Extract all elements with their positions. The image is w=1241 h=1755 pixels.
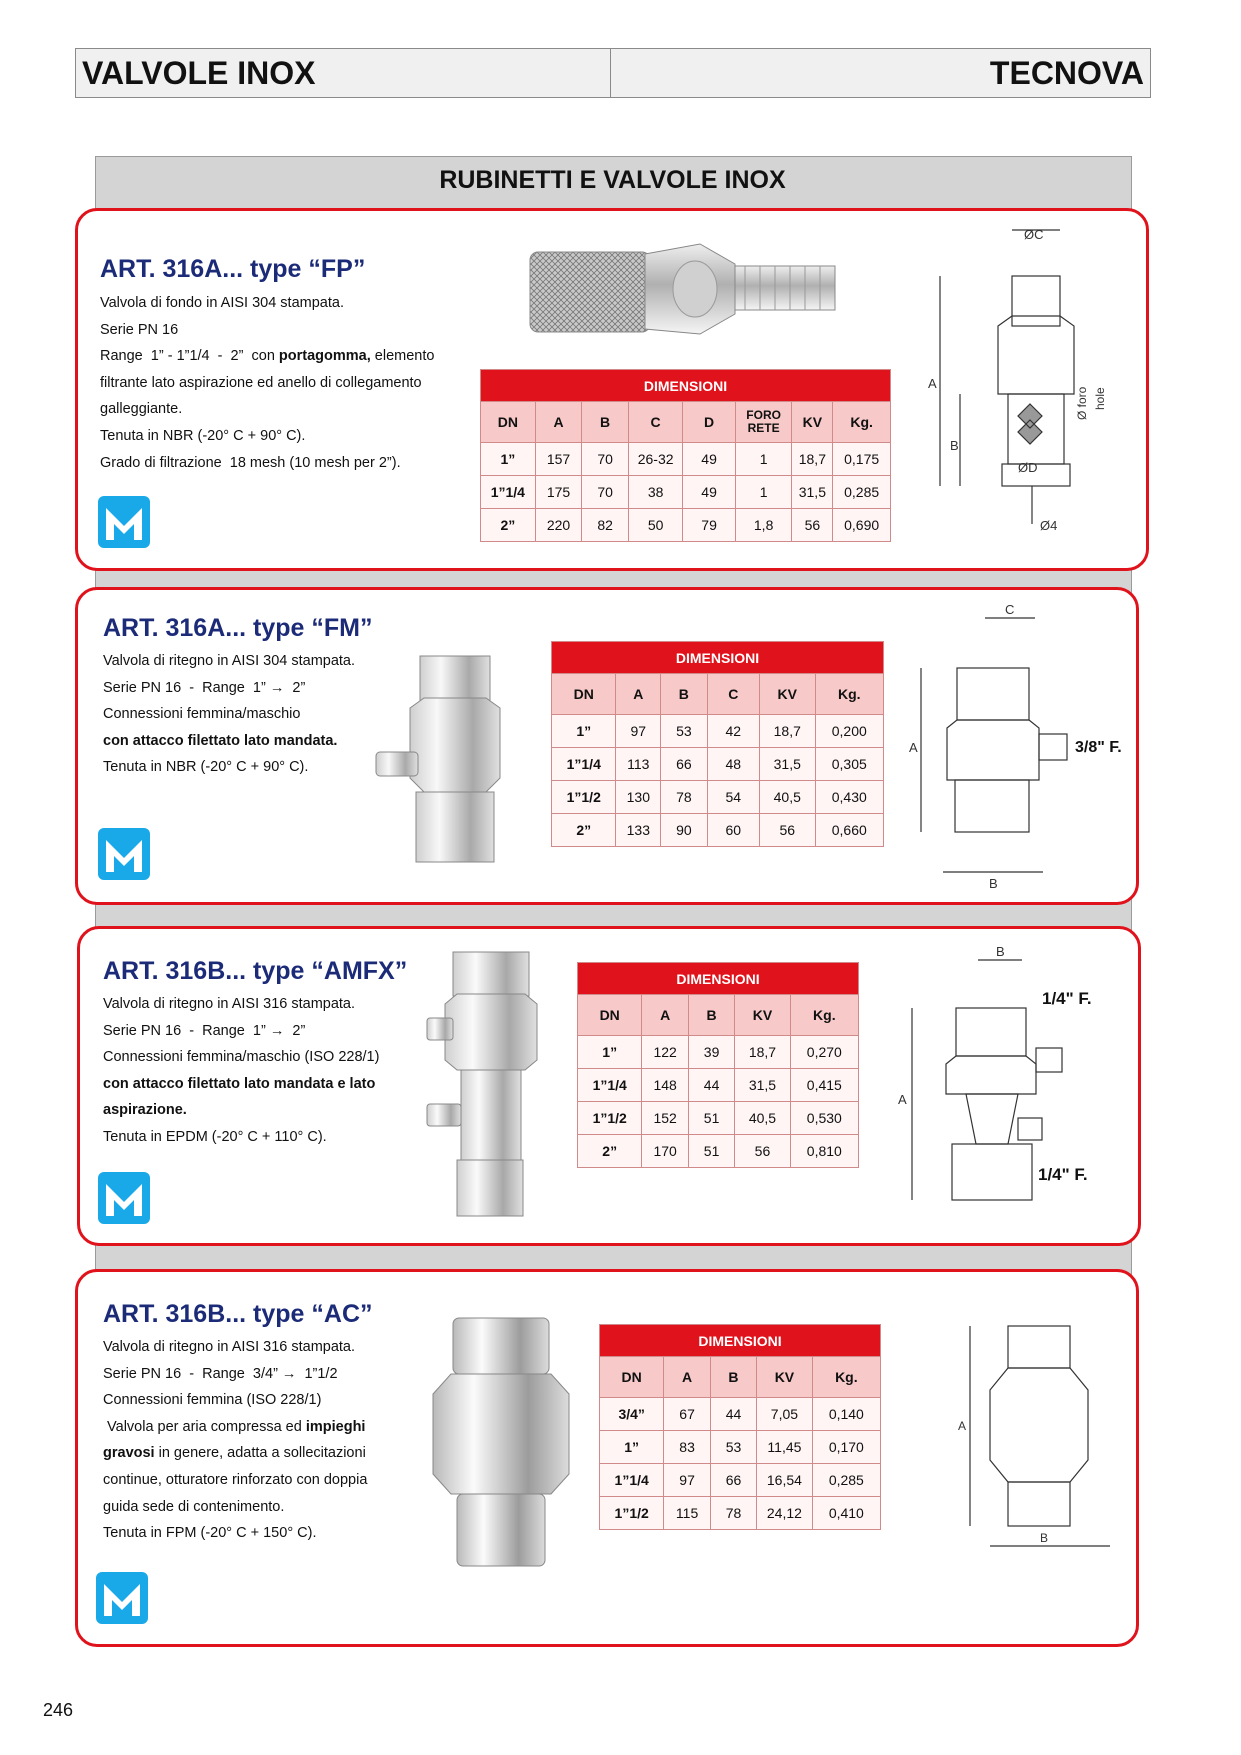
- column-header: KV: [759, 674, 815, 715]
- dimensions-table-fm: [551, 641, 884, 847]
- product-title: ART. 316B... type “AC”: [103, 1300, 373, 1328]
- table-cell: 18,7: [759, 715, 815, 748]
- dim-label: B: [996, 944, 1005, 959]
- brand-logo-icon: [98, 1172, 150, 1224]
- table-row: [552, 715, 884, 748]
- table-cell: 0,285: [833, 476, 891, 509]
- table-cell: 51: [688, 1135, 734, 1168]
- brand-logo-icon: [96, 1572, 148, 1624]
- column-header: B: [688, 995, 734, 1036]
- product-photo-ac: [423, 1314, 579, 1570]
- dim-label: Ø4: [1040, 518, 1058, 533]
- product-description: Valvola di ritegno in AISI 304 stampata. Serie PN 16 - Range 1” → 2” Connessioni femmina/maschio con attacco filettato lato mandata. Tenuta in NBR (-20° C + 90° C).: [103, 653, 356, 776]
- table-cell: 49: [683, 443, 735, 476]
- table-cell: 220: [535, 509, 582, 542]
- column-header: DN: [600, 1357, 664, 1398]
- section-title: RUBINETTI E VALVOLE INOX: [439, 166, 786, 194]
- dim-label: A: [958, 1419, 967, 1433]
- column-header: Kg.: [790, 995, 858, 1036]
- table-cell: 1”1/4: [578, 1069, 642, 1102]
- column-header: A: [616, 674, 661, 715]
- column-header: B: [582, 402, 629, 443]
- table-row: [600, 1464, 881, 1497]
- table-cell: 18,7: [735, 1036, 790, 1069]
- page-number: 246: [43, 1700, 74, 1720]
- column-header: DN: [481, 402, 536, 443]
- table-cell: 97: [664, 1464, 710, 1497]
- technical-drawing-fm: [905, 604, 1130, 894]
- table-cell: 2”: [578, 1135, 642, 1168]
- column-header: [735, 402, 792, 443]
- table-cell: 54: [707, 781, 759, 814]
- column-header: KV: [735, 995, 790, 1036]
- table-cell: 0,530: [790, 1102, 858, 1135]
- product-photo-fp: [525, 234, 855, 344]
- table-cell: 67: [664, 1398, 710, 1431]
- column-header: C: [628, 402, 682, 443]
- table-row: [600, 1398, 881, 1431]
- dim-label: Ø foro: [1075, 386, 1089, 420]
- technical-drawing-fp: [920, 224, 1130, 544]
- dim-label: B: [1040, 1531, 1049, 1545]
- table-row: [578, 1102, 859, 1135]
- table-cell: 0,690: [833, 509, 891, 542]
- dim-label: B: [950, 438, 959, 453]
- table-cell: 0,200: [815, 715, 883, 748]
- table-cell: 0,285: [812, 1464, 880, 1497]
- table-cell: 56: [792, 509, 833, 542]
- table-caption: DIMENSIONI: [600, 1325, 881, 1357]
- table-cell: 42: [707, 715, 759, 748]
- table-cell: 0,305: [815, 748, 883, 781]
- table-cell: 0,170: [812, 1431, 880, 1464]
- dim-label: A: [898, 1092, 907, 1107]
- table-cell: 130: [616, 781, 661, 814]
- product-title: ART. 316A... type “FM”: [103, 614, 373, 642]
- table-cell: 0,270: [790, 1036, 858, 1069]
- dim-label: hole: [1093, 387, 1107, 410]
- column-header: DN: [578, 995, 642, 1036]
- table-cell: 1”1/2: [552, 781, 616, 814]
- table-cell: 0,660: [815, 814, 883, 847]
- table-cell: 1”1/2: [600, 1497, 664, 1530]
- table-cell: 82: [582, 509, 629, 542]
- table-cell: 49: [683, 476, 735, 509]
- table-caption: DIMENSIONI: [578, 963, 859, 995]
- table-row: [552, 781, 884, 814]
- product-title: ART. 316A... type “FP”: [100, 255, 366, 283]
- column-header: Kg.: [812, 1357, 880, 1398]
- table-row: [481, 509, 891, 542]
- column-header: D: [683, 402, 735, 443]
- column-header: A: [642, 995, 689, 1036]
- table-cell: 1,8: [735, 509, 792, 542]
- table-cell: 53: [710, 1431, 756, 1464]
- table-cell: 1”1/4: [481, 476, 536, 509]
- table-caption: DIMENSIONI: [552, 642, 884, 674]
- column-header: DN: [552, 674, 616, 715]
- table-caption: DIMENSIONI: [481, 370, 891, 402]
- table-row: [552, 748, 884, 781]
- header-brand: TECNOVA: [989, 55, 1144, 91]
- dim-label: ØC: [1024, 227, 1044, 242]
- table-cell: 1: [735, 443, 792, 476]
- dim-label: ØD: [1018, 460, 1038, 475]
- port-label: 1/4" F.: [1038, 1165, 1088, 1184]
- table-cell: 53: [661, 715, 707, 748]
- column-header: A: [664, 1357, 710, 1398]
- product-title: ART. 316B... type “AMFX”: [103, 957, 408, 985]
- column-header: KV: [792, 402, 833, 443]
- product-photo-fm: [372, 652, 520, 866]
- table-cell: 50: [628, 509, 682, 542]
- table-cell: 78: [710, 1497, 756, 1530]
- table-row: [600, 1431, 881, 1464]
- table-cell: 0,810: [790, 1135, 858, 1168]
- column-header: Kg.: [815, 674, 883, 715]
- foro-rete-label: FORO RETE: [746, 408, 781, 435]
- dimensions-table-fp: [480, 369, 891, 542]
- table-cell: 2”: [481, 509, 536, 542]
- table-cell: 51: [688, 1102, 734, 1135]
- table-cell: 115: [664, 1497, 710, 1530]
- table-cell: 0,430: [815, 781, 883, 814]
- table-cell: 157: [535, 443, 582, 476]
- product-description: Valvola di ritegno in AISI 316 stampata. Serie PN 16 - Range 1” → 2” Connessioni femmina/maschio (ISO 228/1) con attacco filettato lato mandata e lato aspirazione. Tenuta in EPDM (-20° C + 110° C).: [103, 996, 380, 1145]
- port-label: 1/4" F.: [1042, 989, 1092, 1008]
- table-cell: 70: [582, 443, 629, 476]
- table-cell: 152: [642, 1102, 689, 1135]
- table-cell: 40,5: [735, 1102, 790, 1135]
- table-cell: 3/4”: [600, 1398, 664, 1431]
- brand-logo-icon: [98, 828, 150, 880]
- table-cell: 2”: [552, 814, 616, 847]
- table-cell: 39: [688, 1036, 734, 1069]
- table-cell: 0,175: [833, 443, 891, 476]
- dim-label: B: [989, 876, 998, 891]
- table-cell: 0,415: [790, 1069, 858, 1102]
- table-row: [481, 443, 891, 476]
- table-cell: 31,5: [735, 1069, 790, 1102]
- brand-logo-icon: [98, 496, 150, 548]
- product-description: Valvola di ritegno in AISI 316 stampata. Serie PN 16 - Range 3/4” → 1”1/2 Connessioni femmina (ISO 228/1) Valvola per aria compressa ed impieghi gravosi in genere, adatta a sollecitazioni continue, otturatore rinforzato con doppia guida sede di contenimento. Tenuta in FPM (-20° C + 150° C).: [103, 1339, 368, 1542]
- table-row: [481, 476, 891, 509]
- table-cell: 90: [661, 814, 707, 847]
- table-cell: 44: [710, 1398, 756, 1431]
- table-cell: 38: [628, 476, 682, 509]
- header-left-title: VALVOLE INOX: [76, 49, 611, 97]
- table-row: [552, 814, 884, 847]
- dimensions-table-ac: [599, 1324, 881, 1530]
- product-photo-amfx: [425, 948, 555, 1220]
- table-cell: 1”1/4: [600, 1464, 664, 1497]
- table-row: [578, 1036, 859, 1069]
- table-cell: 48: [707, 748, 759, 781]
- table-cell: 0,410: [812, 1497, 880, 1530]
- table-cell: 18,7: [792, 443, 833, 476]
- table-cell: 1”1/4: [552, 748, 616, 781]
- port-label: 3/8" F.: [1075, 739, 1122, 756]
- table-cell: 1”: [578, 1036, 642, 1069]
- table-cell: 56: [759, 814, 815, 847]
- page-header: [75, 48, 1151, 98]
- table-row: [578, 1069, 859, 1102]
- table-cell: 122: [642, 1036, 689, 1069]
- table-cell: 1”: [600, 1431, 664, 1464]
- table-cell: 40,5: [759, 781, 815, 814]
- dimensions-table-amfx: [577, 962, 859, 1168]
- table-cell: 97: [616, 715, 661, 748]
- technical-drawing-ac: [950, 1310, 1130, 1560]
- table-cell: 26-32: [628, 443, 682, 476]
- table-cell: 7,05: [757, 1398, 813, 1431]
- table-cell: 133: [616, 814, 661, 847]
- column-header: C: [707, 674, 759, 715]
- table-cell: 79: [683, 509, 735, 542]
- table-cell: 70: [582, 476, 629, 509]
- table-cell: 83: [664, 1431, 710, 1464]
- table-cell: 66: [661, 748, 707, 781]
- column-header: KV: [757, 1357, 813, 1398]
- table-row: [600, 1497, 881, 1530]
- table-cell: 31,5: [759, 748, 815, 781]
- table-cell: 170: [642, 1135, 689, 1168]
- table-cell: 113: [616, 748, 661, 781]
- table-cell: 16,54: [757, 1464, 813, 1497]
- table-row: [578, 1135, 859, 1168]
- column-header: B: [661, 674, 707, 715]
- column-header: B: [710, 1357, 756, 1398]
- technical-drawing-amfx: [892, 944, 1132, 1214]
- table-cell: 24,12: [757, 1497, 813, 1530]
- table-cell: 66: [710, 1464, 756, 1497]
- product-description: Valvola di fondo in AISI 304 stampata. Serie PN 16 Range 1” - 1”1/4 - 2” con portagomma, elemento filtrante lato aspirazione ed anello di collegamento galleggiante. Tenuta in NBR (-20° C + 90° C). Grado di filtrazione 18 mesh (10 mesh per 2”).: [100, 295, 435, 471]
- table-cell: 44: [688, 1069, 734, 1102]
- table-cell: 11,45: [757, 1431, 813, 1464]
- dim-label: A: [928, 376, 937, 391]
- table-cell: 1”: [552, 715, 616, 748]
- table-cell: 1”: [481, 443, 536, 476]
- table-cell: 175: [535, 476, 582, 509]
- table-cell: 78: [661, 781, 707, 814]
- column-header: A: [535, 402, 582, 443]
- table-cell: 60: [707, 814, 759, 847]
- dim-label: A: [909, 740, 918, 755]
- table-cell: 148: [642, 1069, 689, 1102]
- table-cell: 1”1/2: [578, 1102, 642, 1135]
- column-header: Kg.: [833, 402, 891, 443]
- table-cell: 31,5: [792, 476, 833, 509]
- table-cell: 1: [735, 476, 792, 509]
- table-cell: 0,140: [812, 1398, 880, 1431]
- dim-label: C: [1005, 604, 1015, 617]
- table-cell: 56: [735, 1135, 790, 1168]
